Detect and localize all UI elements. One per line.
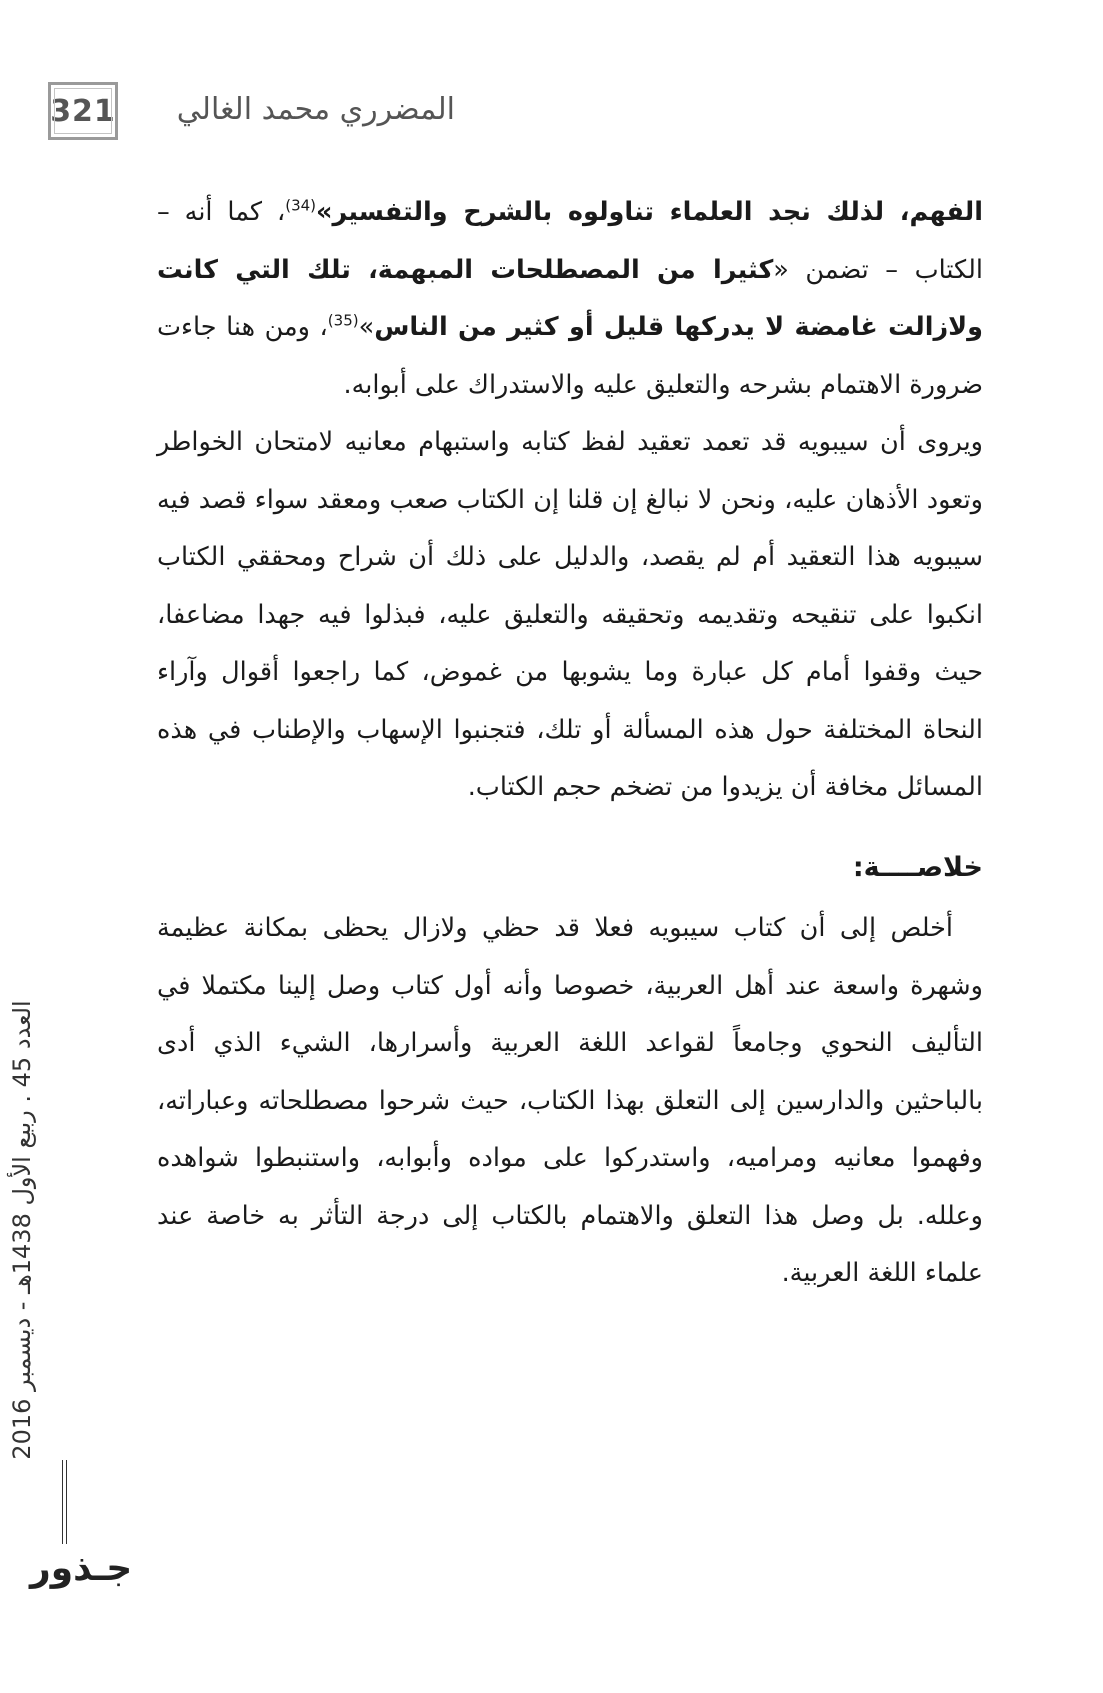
paragraph-1-text-end: ، ومن هنا جاءت ضرورة الاهتمام بشرحه والتعليق عليه والاستدراك على أبوابه. [157,312,983,400]
page-number-box [48,82,118,140]
paragraph-1-bold-quote: الفهم، لذلك نجد العلماء تناولوه بالشرح والتفسير» [316,197,983,227]
paragraph-1-bold-quote-2: كثيرا من المصطلحات المبهمة، تلك التي كانت ولازالت غامضة لا يدركها قليل أو كثير من الناس [157,254,983,342]
paragraph-2: ويروى أن سيبويه قد تعمد تعقيد لفظ كتابه واستبهام معانيه لامتحان الخواطر وتعود الأذهان عليه، ونحن لا نبالغ إن قلنا إن الكتاب صعب ومعقد سواء قصد فيه سيبويه هذا التعقيد أم لم يقصد، والدليل على ذلك أن شراح ومحققي الكتاب انكبوا على تنقيحه وتقديمه وتحقيقه والتعليق عليه، فبذلوا فيه جهدا مضاعفا، حيث وقفوا أمام كل عبارة وما يشوبها من غموض، كما راجعوا أقوال وآراء النحاة المختلفة حول هذه المسألة أو تلك، فتجنبوا الإسهاب والإطناب في هذه المسائل مخافة أن يزيدوا من تضخم حجم الكتاب. [157,427,983,802]
body-text [157,184,983,1303]
footnote-ref-35: (35) [327,311,359,330]
footnote-ref-34: (34) [285,196,317,215]
side-rule [62,1460,63,1544]
paragraph-1-close-quote: » [358,312,375,342]
issue-date-vertical: العدد 45 . ربيع الأول 1438هـ - ديسمبر 2016 [8,1000,36,1460]
running-head-author: المضرري محمد الغالي [176,92,455,127]
paragraph-3: أخلص إلى أن كتاب سيبويه فعلا قد حظي ولازال يحظى بمكانة عظيمة وشهرة واسعة عند أهل العربية، خصوصا وأنه أول كتاب وصل إلينا مكتملا في التأليف النحوي وجامعاً لقواعد اللغة العربية وأسرارها، الشيء الذي أدى بالباحثين والدارسين إلى التعلق بهذا الكتاب، حيث شرحوا مصطلحاته وعباراته، وفهموا معانيه ومراميه، واستدركوا على مواده وأبوابه، واستنبطوا شواهده وعلله. بل وصل هذا التعلق والاهتمام بالكتاب إلى درجة التأثر به خاصة عند علماء اللغة العربية. [157,913,983,1288]
side-rule-2 [66,1460,67,1544]
paragraph-1-text: ، كما أنه – الكتاب – تضمن « [157,197,983,285]
paragraph-1 [157,184,983,414]
journal-logo: جـذور [30,1548,133,1589]
section-heading-conclusion: خلاصــــة: [852,851,983,883]
page-number: 321 [50,93,116,129]
